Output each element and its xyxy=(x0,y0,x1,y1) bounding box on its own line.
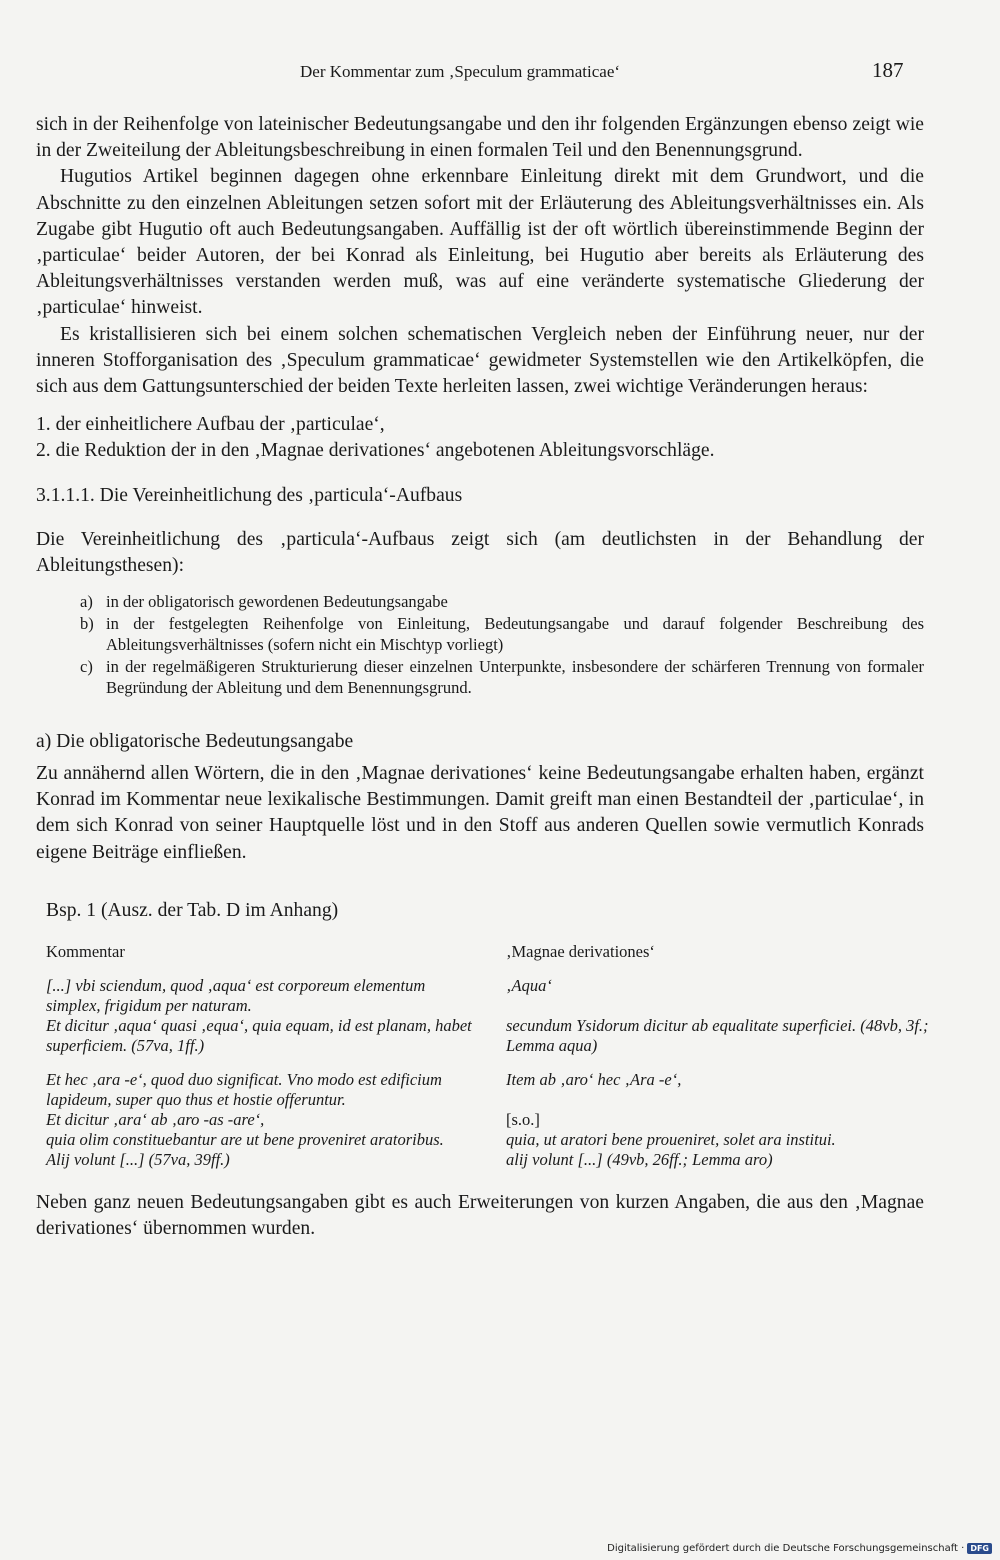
paragraph: Neben ganz neuen Bedeutungsangaben gibt es auch Erweiterungen von kurzen Angaben, die aus den ‚Magnae derivationes‘ übernommen wurden. xyxy=(36,1191,924,1240)
example-right-cell: quia, ut aratori bene proueniret, solet ara institui. xyxy=(506,1129,836,1149)
section-heading: 3.1.1.1. Die Vereinheitlichung des ‚particula‘-Aufbaus xyxy=(36,484,463,506)
sub-list-item xyxy=(80,613,924,656)
paragraph: Hugutios Artikel beginnen dagegen ohne erkennbare Einleitung direkt mit dem Grundwort, und die Abschnitte zu den einzelnen Ableitungen setzen sofort mit der Erläuterung des Ableitungsverhältnisses ein. Als Zugabe gibt Hugutio oft auch Bedeutungsangaben. Auffällig ist der oft wörtlich übereinstimmende Beginn der ‚particulae‘ beider Autoren, der bei Konrad als Einleitung, bei Hugutio aber bereits als Erläuterung des Ableitungsverhältnisses verstanden werden muß, was auf eine veränderte systematische Gliederung der ‚particulae‘ hinweist. xyxy=(36,166,924,319)
example-left-cell: Et dicitur ‚aqua‘ quasi ‚equa‘, quia equam, id est planam, habet superficiem. (57va, 1ff.) xyxy=(46,1015,472,1055)
sub-list-text: in der regelmäßigeren Strukturierung dieser einzelnen Unterpunkte, insbesondere der schärferen Trennung von formaler Begründung der Ableitung und dem Benennungsgrund. xyxy=(106,656,924,698)
sub-list-label: c) xyxy=(80,656,93,676)
body-text xyxy=(36,112,929,1242)
example-table xyxy=(46,941,929,1170)
paragraph: sich in der Reihenfolge von lateinischer Bedeutungsangabe und den ihr folgenden Ergänzungen ebenso zeigt wie in der Zweiteilung der Ableitungsbeschreibung in einen formalen Teil und den Benennungsgrund. xyxy=(36,114,924,162)
example-col-header: Kommentar xyxy=(46,941,125,961)
example-right-cell: alij volunt [...] (49vb, 26ff.; Lemma aro) xyxy=(506,1149,773,1169)
sub-list-text: in der festgelegten Reihenfolge von Einleitung, Bedeutungsangabe und darauf folgender Beschreibung des Ableitungsverhältnisses (sofern nicht ein Mischtyp vorliegt) xyxy=(106,613,924,655)
example-right-cell: ‚Aqua‘ xyxy=(506,975,552,995)
example-right-cell: secundum Ysidorum dicitur ab equalitate superficiei. (48vb, 3f.; Lemma aqua) xyxy=(506,1015,929,1055)
sub-list-label: a) xyxy=(80,592,93,612)
sub-list-text: in der obligatorisch gewordenen Bedeutungsangabe xyxy=(106,592,448,612)
example-left-cell: quia olim constituebantur are ut bene proveniret aratoribus. xyxy=(46,1129,444,1149)
digitization-footer xyxy=(607,1543,992,1554)
sub-list xyxy=(80,591,924,699)
example-left-cell: Et hec ‚ara -e‘, quod duo significat. Vno modo est edificium lapideum, super quo thus et hostie offeruntur. xyxy=(46,1069,442,1109)
example-left-cell: Et dicitur ‚ara‘ ab ‚aro -as -are‘, xyxy=(46,1109,265,1129)
example-right-cell: [s.o.] xyxy=(506,1109,540,1129)
paragraph: Es kristallisieren sich bei einem solchen schematischen Vergleich neben der Einführung neuer, nur der inneren Stofforganisation des ‚Speculum grammaticae‘ gewidmeter Systemstellen wie den Artikelköpfen, die sich aus dem Gattungsunterschied der beiden Texte herleiten lassen, zwei wichtige Veränderungen heraus: xyxy=(36,323,924,398)
example-right-cell: Item ab ‚aro‘ hec ‚Ara -e‘, xyxy=(506,1069,682,1089)
example-col-header: ‚Magnae derivationes‘ xyxy=(506,941,655,961)
example-left-cell: [...] vbi sciendum, quod ‚aqua‘ est corporeum elementum simplex, frigidum per naturam. xyxy=(46,975,426,1015)
footer-text: Digitalisierung gefördert durch die Deutsche Forschungsgemeinschaft · xyxy=(607,1543,965,1554)
sub-list-item xyxy=(80,656,924,699)
page-number: 187 xyxy=(872,58,904,82)
subheading: a) Die obligatorische Bedeutungsangabe xyxy=(36,730,354,752)
section-intro: Die Vereinheitlichung des ‚particula‘-Aufbaus zeigt sich (am deutlichsten in der Behandlung der Ableitungsthesen): xyxy=(36,528,924,577)
enumeration-list xyxy=(36,412,924,464)
running-header: Der Kommentar zum ‚Speculum grammaticae‘ xyxy=(300,62,621,81)
enumeration-item: 1. der einheitlichere Aufbau der ‚particulae‘, xyxy=(36,414,385,436)
dfg-logo-icon: DFG xyxy=(967,1543,992,1554)
example-left-cell: Alij volunt [...] (57va, 39ff.) xyxy=(46,1149,230,1169)
sub-list-item xyxy=(80,591,924,613)
paragraph: Zu annähernd allen Wörtern, die in den ‚Magnae derivationes‘ keine Bedeutungsangabe erhalten haben, ergänzt Konrad im Kommentar neue lexikalische Bestimmungen. Damit greift man einen Bestandteil der ‚particulae‘, in dem sich Konrad von seiner Hauptquelle löst und in den Stoff aus anderen Quellen sowie vermutlich Konrads eigene Beiträge einfließen. xyxy=(36,762,924,863)
enumeration-item: 2. die Reduktion der in den ‚Magnae derivationes‘ angebotenen Ableitungsvorschläge. xyxy=(36,440,715,462)
example-title: Bsp. 1 (Ausz. der Tab. D im Anhang) xyxy=(46,899,339,921)
sub-list-label: b) xyxy=(80,613,94,633)
